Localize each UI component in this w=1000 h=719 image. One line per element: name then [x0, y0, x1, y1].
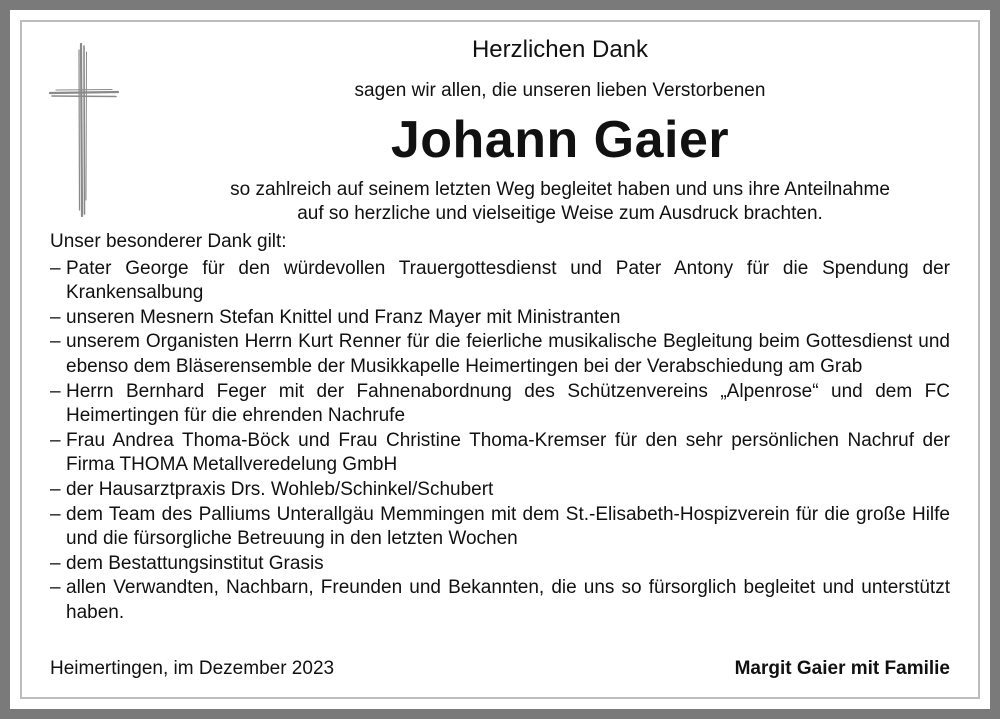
list-item-text: dem Bestattungsinstitut Grasis	[66, 552, 324, 574]
list-item-text: Pater George für den würdevollen Trauergottesdienst und Pater Antony für die Spendung der Krankensalbung	[66, 257, 950, 304]
list-item-text: dem Team des Palliums Unterallgäu Memmingen mit dem St.-Elisabeth-Hospizverein für die große Hilfe und die fürsorgliche Betreuung in den letzten Wochen	[66, 503, 950, 550]
list-item-text: Herrn Bernhard Feger mit der Fahnenabordnung des Schützenvereins „Alpenrose“ und dem FC Heimertingen für die ehrenden Nachrufe	[66, 380, 950, 427]
list-item	[50, 380, 950, 429]
list-item	[50, 330, 950, 379]
deceased-name: Johann Gaier	[390, 111, 730, 169]
list-item	[50, 257, 950, 306]
list-item	[50, 306, 950, 331]
gratitude-line-1: so zahlreich auf seinem letzten Weg begleitet haben und uns ihre Anteilnahme	[230, 179, 890, 200]
dash-marker: –	[50, 503, 61, 525]
list-item-text: allen Verwandten, Nachbarn, Freunden und Bekannten, die uns so fürsorglich begleitet und unterstützt haben.	[66, 577, 950, 623]
dash-marker: –	[50, 331, 61, 353]
list-item	[50, 503, 950, 552]
thanks-lead: Unser besonderer Dank gilt:	[50, 231, 287, 252]
thanks-section	[50, 230, 950, 626]
intro-text: sagen wir allen, die unseren lieben Verstorbenen	[354, 80, 766, 101]
dash-marker: –	[50, 552, 61, 574]
dash-marker: –	[50, 429, 61, 451]
signature: Margit Gaier mit Familie	[734, 658, 950, 679]
list-item	[50, 429, 950, 478]
cross-icon	[48, 40, 120, 220]
list-item-text: der Hausarztpraxis Drs. Wohleb/Schinkel/Schubert	[66, 478, 494, 500]
list-item-text: unserem Organisten Herrn Kurt Renner für die feierliche musikalische Begleitung beim Gottesdienst und ebenso dem Bläserensemble der Musikkapelle Heimertingen bei der Verabschiedung am Grab	[66, 331, 950, 377]
thanks-title: Herzlichen Dank	[471, 36, 649, 63]
dash-marker: –	[50, 306, 61, 328]
list-item	[50, 478, 950, 503]
gratitude-text	[160, 178, 960, 226]
dash-marker: –	[50, 478, 61, 500]
list-item	[50, 576, 950, 625]
list-item-text: unseren Mesnern Stefan Knittel und Franz Mayer mit Ministranten	[66, 306, 621, 328]
list-item	[50, 552, 950, 577]
thanks-list	[50, 257, 950, 626]
dash-marker: –	[50, 257, 61, 279]
dash-marker: –	[50, 577, 61, 599]
list-item-text: Frau Andrea Thoma-Böck und Frau Christine Thoma-Kremser für den sehr persönlichen Nachruf der Firma THOMA Metallveredelung GmbH	[66, 429, 950, 476]
gratitude-line-2: auf so herzliche und vielseitige Weise zum Ausdruck brachten.	[297, 203, 823, 224]
place-date: Heimertingen, im Dezember 2023	[50, 658, 335, 679]
dash-marker: –	[50, 380, 61, 402]
